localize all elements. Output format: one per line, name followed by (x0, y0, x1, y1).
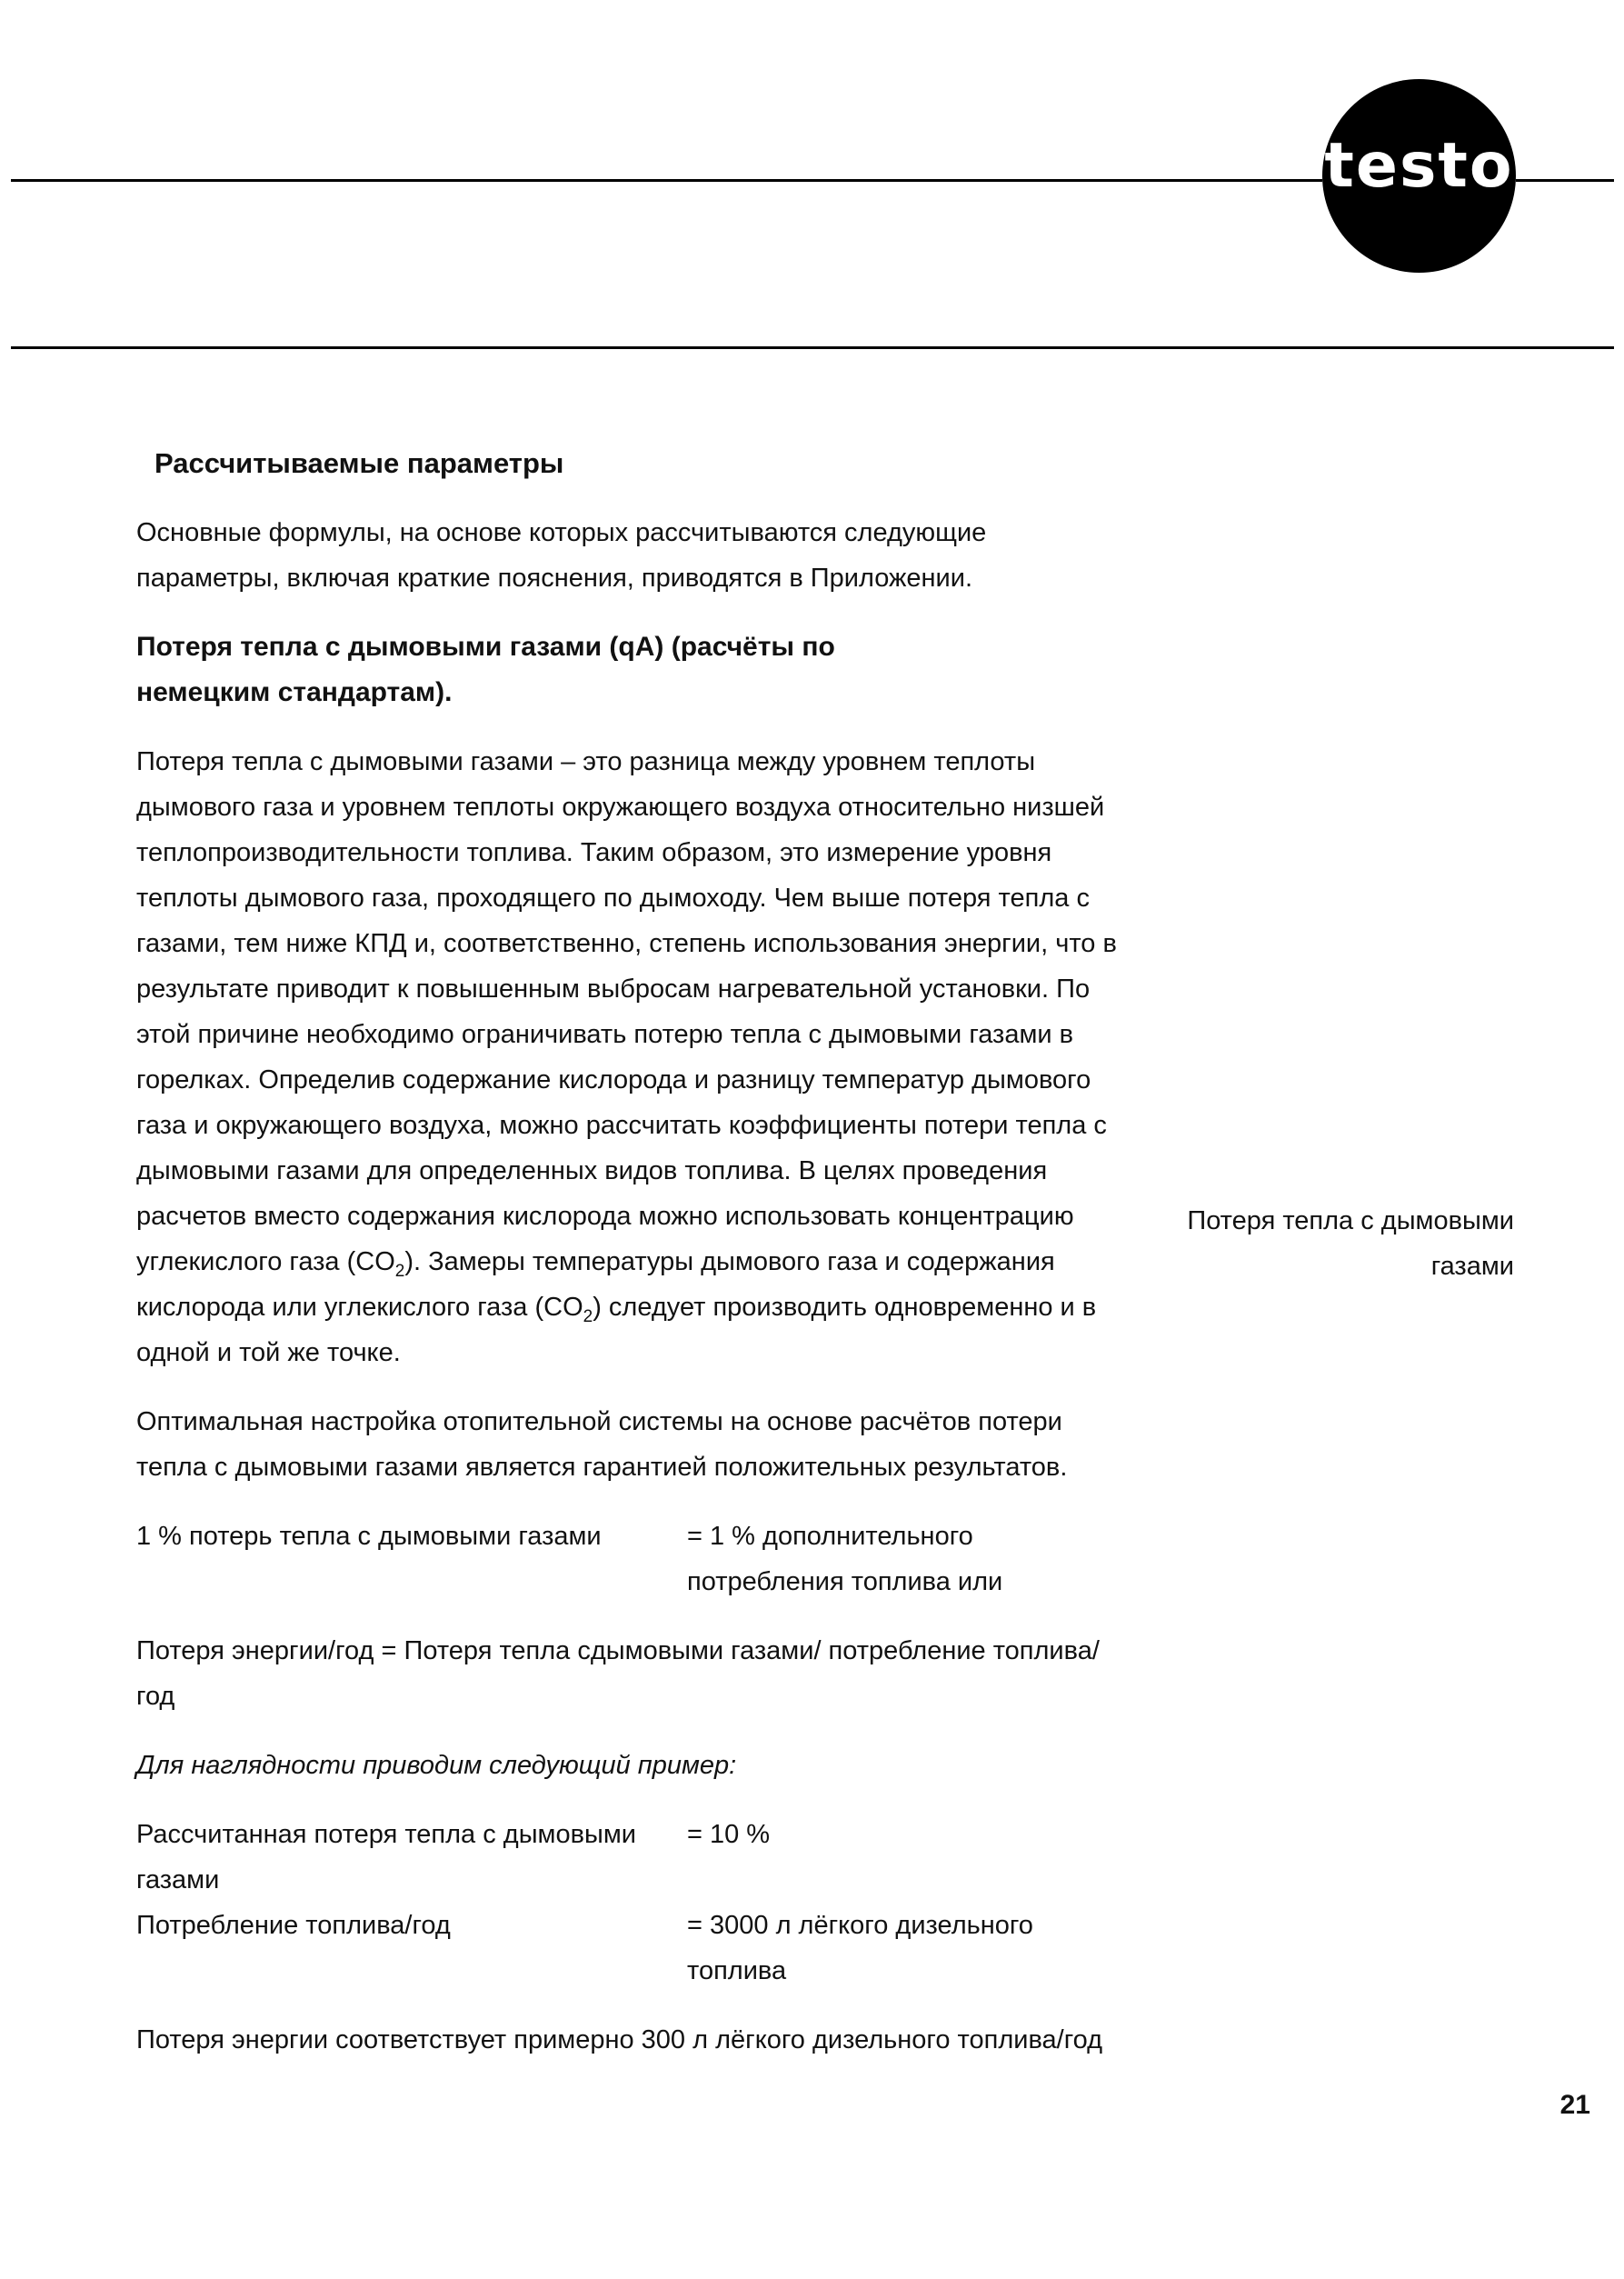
paragraph-text-1: Потеря тепла с дымовыми газами – это разница между уровнем теплоты дымового газа и уровнем теплоты окружающего воздуха относительно низшей теплопроизводительности топлива. Таким образом, это измерение уровня теплоты дымового газа, проходящего по дымоходу. Чем выше потеря тепла с газами, тем ниже КПД и, соответственно, степень использования энергии, что в результате приводит к повышенным выбросам нагревательной установки. По этой причине необходимо ограничивать потерю тепла с дымовыми газами в горелках. Определив содержание кислорода и разницу температур дымового газа и окружающего воздуха, можно рассчитать коэффициенты потери тепла с дымовыми газами для определенных видов топлива. В целях проведения расчетов вместо содержания кислорода можно использовать концентрацию углекислого газа (CO (136, 747, 1117, 1276)
header-rule-lower (11, 346, 1614, 349)
paragraph-text-3: ) следует производить одновременно и в одной и той же точке. (136, 1293, 1097, 1367)
section-heading: Рассчитываемые параметры (154, 447, 564, 479)
example-row-right: = 10 % (687, 1820, 771, 1849)
logo-text: testo (1324, 130, 1514, 202)
example-intro: Для наглядности приводим следующий пример: (136, 1751, 737, 1780)
optimal-setting-paragraph: Оптимальная настройка отопительной системы на основе расчётов потери тепла с дымовыми газами является гарантией положительных результатов. (136, 1407, 1068, 1482)
conclusion-paragraph: Потеря энергии соответствует примерно 300 л лёгкого дизельного топлива/год (136, 2025, 1103, 2054)
example-row (136, 1903, 1118, 1994)
example-row-left: Рассчитанная потеря тепла с дымовыми газами (136, 1820, 637, 1894)
equation-right: = 1 % дополнительного потребления топлива или (687, 1522, 1003, 1596)
example-row-right: = 3000 л лёгкого дизельного топлива (687, 1911, 1033, 1985)
subscript-1: 2 (394, 1261, 405, 1281)
equation-left: 1 % потерь тепла с дымовыми газами (136, 1522, 602, 1551)
margin-note: Потеря тепла с дымовыми газами (1187, 1206, 1514, 1281)
equation-row (136, 1514, 1118, 1604)
page-number: 21 (1559, 2090, 1590, 2120)
header-rule-left (11, 179, 1322, 182)
testo-logo (1322, 79, 1516, 273)
paragraph-text-2: ). Замеры температуры дымового газа и содержания кислорода или углекислого газа (CO (136, 1247, 1055, 1322)
example-row-left: Потребление топлива/год (136, 1911, 451, 1940)
example-row (136, 1812, 1118, 1903)
header-rule-right (1516, 179, 1614, 182)
intro-paragraph: Основные формулы, на основе которых рассчитываются следующие параметры, включая краткие пояснения, приводятся в Приложении. (136, 518, 987, 593)
main-content (136, 441, 1118, 2063)
flue-gas-loss-paragraph (136, 739, 1118, 1375)
subscript-2: 2 (583, 1306, 593, 1326)
energy-loss-formula: Потеря энергии/год = Потеря тепла сдымовыми газами/ потребление топлива/год (136, 1636, 1100, 1711)
subsection-heading: Потеря тепла с дымовыми газами (qA) (расчёты по немецким стандартам). (136, 632, 835, 707)
